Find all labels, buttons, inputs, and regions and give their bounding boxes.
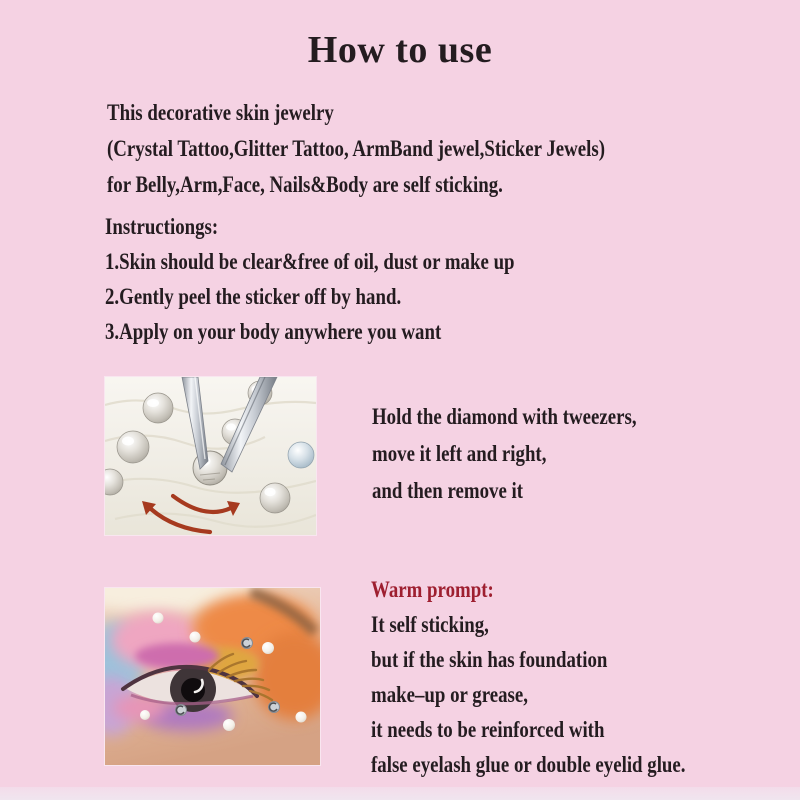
eye-makeup-with-jewels-photo — [105, 588, 320, 765]
intro-line-3: for Belly,Arm,Face, Nails&Body are self sticking. — [107, 172, 503, 197]
warm-prompt-line-5: false eyelash glue or double eyelid glue. — [371, 752, 686, 777]
instructions-heading: Instructiongs: — [105, 214, 219, 239]
tweezers-picking-rhinestone-photo — [105, 377, 316, 535]
instruction-step-1: 1.Skin should be clear&free of oil, dust or make up — [105, 249, 515, 274]
tweezers-caption-line-3: and then remove it — [372, 478, 524, 503]
warm-prompt-line-3: make–up or grease, — [371, 682, 528, 707]
warm-prompt-block — [371, 572, 686, 782]
intro-line-1: This decorative skin jewelry — [107, 100, 334, 125]
warm-prompt-line-1: It self sticking, — [371, 612, 489, 637]
eye-photo-illustration — [105, 588, 320, 765]
tweezers-caption — [372, 398, 637, 509]
intro-line-2: (Crystal Tattoo,Glitter Tattoo, ArmBand jewel,Sticker Jewels) — [107, 136, 605, 161]
instruction-step-3: 3.Apply on your body anywhere you want — [105, 319, 442, 344]
instructions-block — [105, 209, 515, 349]
warm-prompt-line-2: but if the skin has foundation — [371, 647, 608, 672]
tweezers-caption-line-1: Hold the diamond with tweezers, — [372, 404, 637, 429]
page-title: How to use — [307, 29, 493, 71]
instruction-step-2: 2.Gently peel the sticker off by hand. — [105, 284, 402, 309]
warm-prompt-line-4: it needs to be reinforced with — [371, 717, 605, 742]
intro-text — [107, 95, 605, 203]
tweezers-caption-line-2: move it left and right, — [372, 441, 547, 466]
warm-prompt-heading: Warm prompt: — [371, 577, 494, 602]
tweezers-photo-illustration — [105, 377, 316, 535]
bottom-edge-strip — [0, 787, 800, 800]
